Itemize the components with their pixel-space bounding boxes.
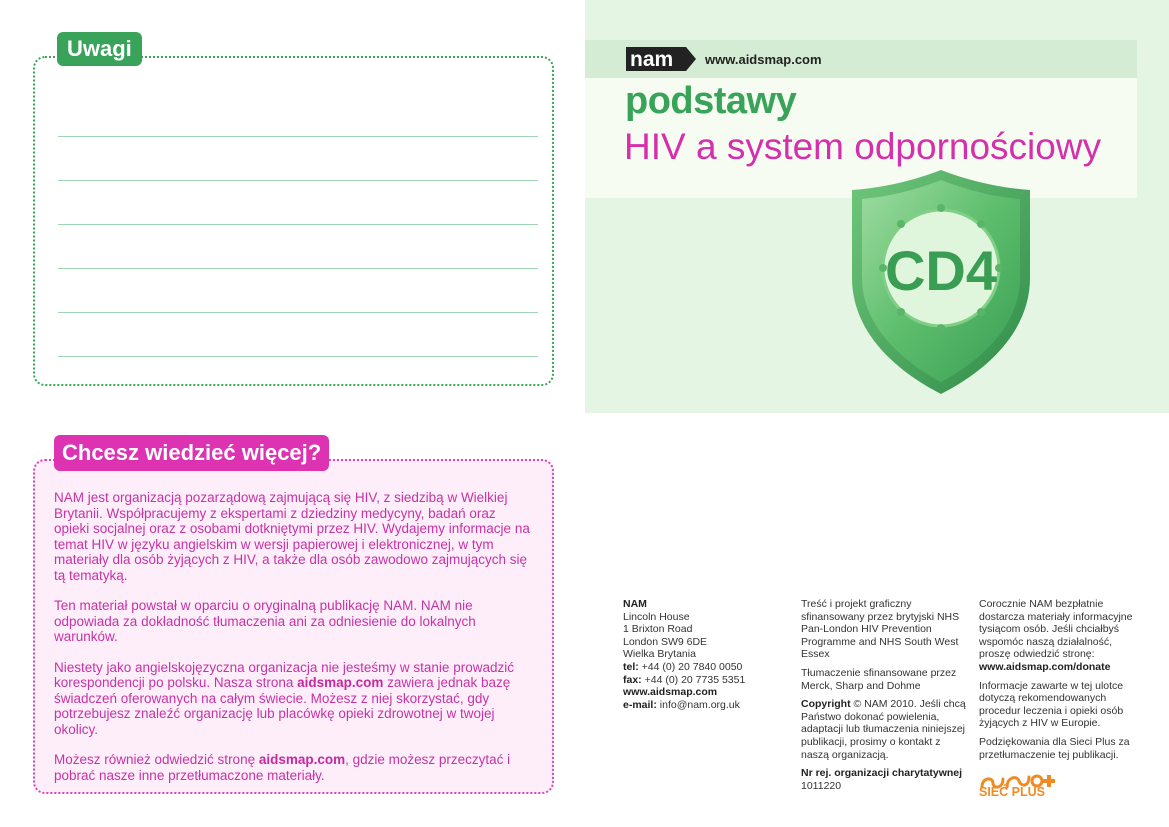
nam-logo-text: nam xyxy=(630,48,674,71)
info-text: Informacje zawarte w tej ulotce dotyczą rekomendowanych procedur leczenia i opieki osób żyjących z HIV w Europie. xyxy=(979,679,1124,730)
donate-link[interactable]: www.aidsmap.com/donate xyxy=(979,660,1111,673)
translation-funding-text: Tłumaczenie sfinansowane przez Merck, Sharp and Dohme xyxy=(801,666,957,692)
email-link[interactable]: info@nam.org.uk xyxy=(659,698,740,711)
aidsmap-link[interactable]: aidsmap.com xyxy=(258,752,346,767)
services-paragraph xyxy=(54,660,534,738)
thanks-text: Podziękowania dla Sieci Plus za przetłumaczenie tej publikacji. xyxy=(979,735,1130,761)
note-line xyxy=(58,312,538,313)
contact-column xyxy=(623,598,783,711)
more-info-text xyxy=(54,490,534,798)
copyright-text xyxy=(801,698,966,761)
address-line: 1 Brixton Road xyxy=(623,623,693,636)
donate-column xyxy=(979,598,1144,767)
more-info-heading: Chcesz wiedzieć więcej? xyxy=(54,435,329,471)
donate-text: Corocznie NAM bezpłatnie dostarcza materiały informacyjne tysiącom osób. Jeśli chciałbyś wspomóc naszą działalność, proszę odwiedzić stronę: xyxy=(979,598,1133,661)
email-label: e-mail: xyxy=(623,698,657,711)
note-line xyxy=(58,356,538,357)
phone-line xyxy=(623,661,783,674)
funding-text: Treść i projekt graficzny sfinansowany przez brytyjski NHS Pan-London HIV Prevention Programme and NHS South West Essex xyxy=(801,598,960,661)
text-span: Możesz również odwiedzić stronę xyxy=(54,752,259,767)
charity-number: 1011220 xyxy=(801,779,842,792)
phone-label: tel: xyxy=(623,660,639,673)
about-nam-paragraph: NAM jest organizacją pozarządową zajmującą się HIV, z siedzibą w Wielkiej Brytanii. Współpracujemy z ekspertami z dziedziny medycyny, badań oraz opieki socjalnej oraz z osobami dotkniętymi przez HIV. Wydajemy informacje na temat HIV w języku angielskim w wersji papierowej i elektronicznej, w tym materiały dla osób żyjących z HIV, a także dla osób zawodowo zajmujących się tą tematyką. xyxy=(54,490,530,583)
cd4-label: CD4 xyxy=(884,239,998,302)
notes-box xyxy=(33,56,554,386)
website-url[interactable]: www.aidsmap.com xyxy=(705,52,822,67)
fax-label: fax: xyxy=(623,673,642,686)
copyright-label: Copyright xyxy=(801,698,851,711)
email-line xyxy=(623,699,783,712)
org-name: NAM xyxy=(623,598,647,610)
address-line: Lincoln House xyxy=(623,610,690,623)
siec-plus-logo-text: SIEĆ PLUS xyxy=(979,785,1045,799)
fax-line xyxy=(623,674,783,687)
address-line: London SW9 6DE xyxy=(623,635,708,648)
address-line: Wielka Brytania xyxy=(623,648,696,661)
note-line xyxy=(58,180,538,181)
aidsmap-link[interactable]: aidsmap.com xyxy=(297,675,384,690)
text-span: zawiera jednak bazę świadczeń oferowanych na całym świecie. Możesz z niej skorzystać, gdy potrzebujesz znaleźć organizację lub placówkę opieki zdrowotnej w twojej okolicy. xyxy=(54,675,511,737)
note-line xyxy=(58,268,538,269)
series-title: podstawy xyxy=(625,80,797,122)
cd4-shield-icon xyxy=(850,168,1032,396)
website-link[interactable]: www.aidsmap.com xyxy=(623,686,718,699)
fax-number: +44 (0) 20 7735 5351 xyxy=(644,673,746,686)
funding-column xyxy=(801,598,966,792)
phone-number: +44 (0) 20 7840 0050 xyxy=(641,660,743,673)
disclaimer-paragraph: Ten materiał powstał w oparciu o oryginalną publikację NAM. NAM nie odpowiada za dokładność tłumaczenia ani za odniesienie do lokalnych warunków. xyxy=(54,598,476,644)
charity-label: Nr rej. organizacji charytatywnej xyxy=(801,767,963,780)
copyright-body: © NAM 2010. Jeśli chcą Państwo dokonać powielenia, adaptacji lub tłumaczenia niniejszej publikacji, prosimy o kontakt z naszą organizacją. xyxy=(801,698,966,761)
note-line xyxy=(58,136,538,137)
notes-heading: Uwagi xyxy=(57,32,142,66)
nam-logo xyxy=(624,45,698,73)
text-span: , gdzie możesz przeczytać i pobrać nasze inne przetłumaczone materiały. xyxy=(54,752,511,783)
text-span: Niestety jako angielskojęzyczna organizacja nie jesteśmy w stanie prowadzić korespondencji po polsku. Nasza strona xyxy=(54,659,514,690)
visit-paragraph xyxy=(54,752,534,783)
note-line xyxy=(58,224,538,225)
page-title: HIV a system odpornościowy xyxy=(624,126,1102,167)
